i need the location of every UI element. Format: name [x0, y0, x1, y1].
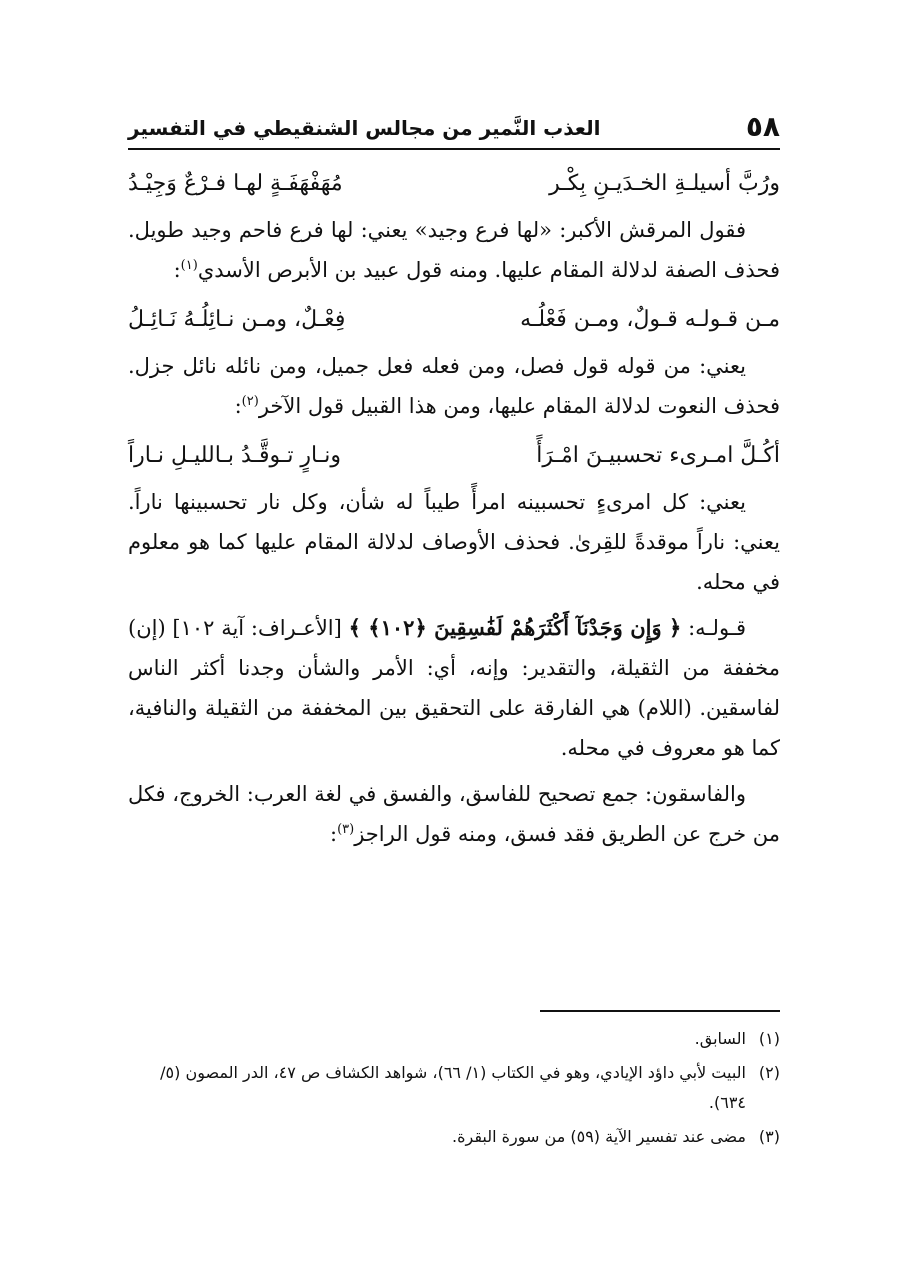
- quote-intro: قـولـه:: [688, 616, 746, 640]
- poetry-verse: [128, 160, 780, 206]
- footnote-number: (١): [758, 1029, 780, 1048]
- footnote: [128, 1122, 780, 1152]
- quran-verse: ﴿ وَإِن وَجَدْنَآ أَكْثَرَهُمْ لَفَٰسِقِينَ ﴿١٠٢﴾ ﴾: [348, 615, 682, 640]
- verse-second-hemistich: مُهَفْهَفَـةٍ لهـا فـرْعٌ وَجِيْـدُ: [128, 170, 343, 196]
- page-number: ٥٨: [745, 110, 780, 143]
- verse-first-hemistich: ورُبَّ أسيلـةِ الخـدَيـنِ بِكْـر: [549, 170, 780, 196]
- paragraph: [128, 774, 780, 854]
- footnote-text: السابق.: [694, 1029, 746, 1048]
- paragraph: [128, 608, 780, 768]
- verse-second-hemistich: ونـارٍ تـوقَّـدُ بـالليـلِ نـاراً: [128, 442, 341, 468]
- paragraph-text: والفاسقون: جمع تصحيح للفاسق، والفسق في لغة العرب: الخروج، فكل من خرج عن الطريق فقد فسق، ومنه قول الراجز: [128, 782, 780, 846]
- paragraph-text: فقول المرقش الأكبر: «لها فرع وجيد» يعني: لها فرع فاحم وجيد طويل. فحذف الصفة لدلالة المقام عليها. ومنه قول عبيد بن الأبرص الأسدي: [128, 218, 780, 282]
- footnote: [128, 1058, 780, 1118]
- footnote-ref: (٢): [241, 394, 259, 409]
- page-header: [128, 108, 780, 150]
- paragraph-colon: :: [329, 822, 338, 846]
- paragraph: [128, 210, 780, 290]
- footnote-separator: [540, 1010, 780, 1012]
- paragraph-text: [الأعـراف: آية ١٠٢] (إن) مخففة من الثقيلة، والتقدير: وإنه، أي: الأمر والشأن وجدنا أكثر الناس لفاسقين. (اللام) هي الفارقة على التحقيق بين المخففة من الثقيلة والنافية، كما هو معروف في محله.: [128, 616, 780, 760]
- poetry-verse: [128, 432, 780, 478]
- paragraph: [128, 346, 780, 426]
- paragraph-colon: :: [173, 258, 181, 282]
- footnotes: [128, 1010, 780, 1156]
- verse-first-hemistich: أكُـلَّ امـرىء تحسبيـنَ امْـرَأً: [536, 442, 780, 468]
- verse-first-hemistich: مـن قـولـه قـولٌ، ومـن فَعْلُـه: [520, 306, 780, 332]
- running-title: العذب النَّمير من مجالس الشنقيطي في التفسير: [128, 116, 601, 140]
- verse-second-hemistich: فِعْـلٌ، ومـن نـائِلُـهُ نَـائِـلُ: [128, 306, 346, 332]
- paragraph-text: يعني: من قوله قول فصل، ومن فعله فعل جميل، ومن نائله نائل جزل. فحذف النعوت لدلالة المقام عليها، ومن هذا القبيل قول الآخر: [128, 354, 780, 418]
- footnote-number: (٢): [758, 1063, 780, 1082]
- paragraph-colon: :: [234, 394, 242, 418]
- paragraph: يعني: كل امرىءٍ تحسبينه امرأً طيباً له شأن، وكل نار تحسبينها ناراً. يعني: ناراً موقدةً للقِرىٰ. فحذف الأوصاف لدلالة المقام عليها كما هو معلوم في محله.: [128, 490, 780, 594]
- footnote-text: البيت لأبي داؤد الإيادي، وهو في الكتاب (١/ ٦٦)، شواهد الكشاف ص ٤٧، الدر المصون (٥/ ٦٣٤).: [160, 1063, 746, 1112]
- footnote: [128, 1024, 780, 1054]
- main-text: [128, 158, 780, 860]
- footnote-number: (٣): [758, 1127, 780, 1146]
- footnote-ref: (١): [180, 258, 198, 273]
- footnote-ref: (٣): [337, 822, 355, 837]
- poetry-verse: [128, 296, 780, 342]
- footnote-text: مضى عند تفسير الآية (٥٩) من سورة البقرة.: [452, 1127, 746, 1146]
